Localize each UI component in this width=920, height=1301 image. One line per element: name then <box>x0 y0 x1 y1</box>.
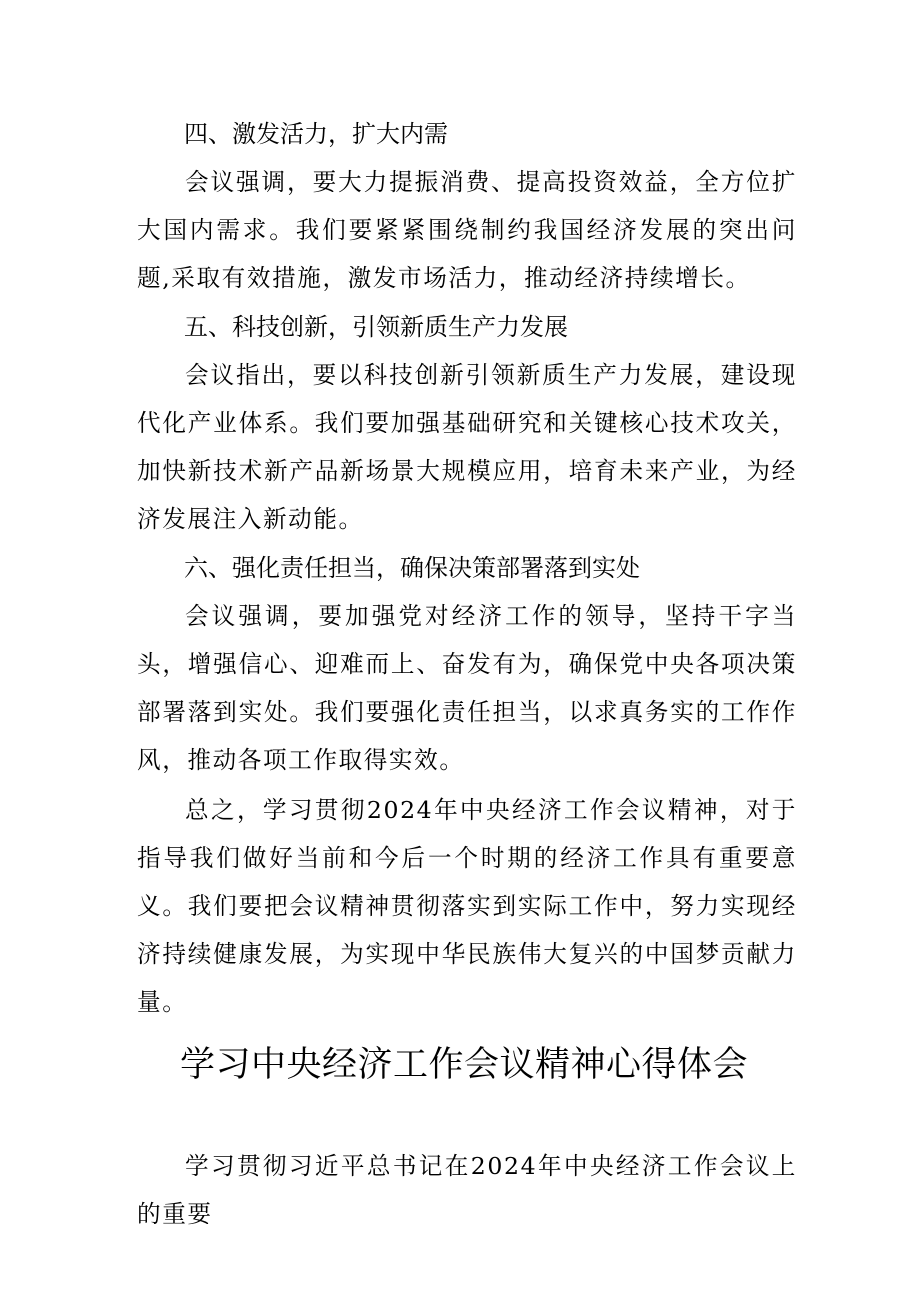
article-intro-paragraph: 学习贯彻习近平总书记在2024年中央经济工作会议上的重要 <box>137 1152 797 1228</box>
conclusion-paragraph: 总之，学习贯彻2024年中央经济工作会议精神，对于指导我们做好当前和今后一个时期的经济工作具有重要意义。我们要把会议精神贯彻落实到实际工作中，努力实现经济持续健康发展，为实现中华民族伟大复兴的中国梦贡献力量。 <box>137 796 797 1016</box>
section-5-body: 会议指出，要以科技创新引领新质生产力发展，建设现代化产业体系。我们要加强基础研究和关键核心技术攻关，加快新技术新产品新场景大规模应用，培育未来产业，为经济发展注入新动能。 <box>137 361 797 533</box>
section-4-body: 会议强调，要大力提振消费、提高投资效益，全方位扩大国内需求。我们要紧紧围绕制约我国经济发展的突出问题,采取有效措施，激发市场活力，推动经济持续增长。 <box>137 168 797 292</box>
section-5-heading: 五、科技创新，引领新质生产力发展 <box>184 313 568 341</box>
section-6-heading: 六、强化责任担当，确保决策部署落到实处 <box>184 554 640 582</box>
section-4-heading: 四、激发活力，扩大内需 <box>184 120 448 148</box>
article-title: 学习中央经济工作会议精神心得体会 <box>180 1045 749 1085</box>
section-6-body: 会议强调，要加强党对经济工作的领导，坚持干字当头，增强信心、迎难而上、奋发有为，确保党中央各项决策部署落到实处。我们要强化责任担当，以求真务实的工作作风，推动各项工作取得实效。 <box>137 602 797 774</box>
